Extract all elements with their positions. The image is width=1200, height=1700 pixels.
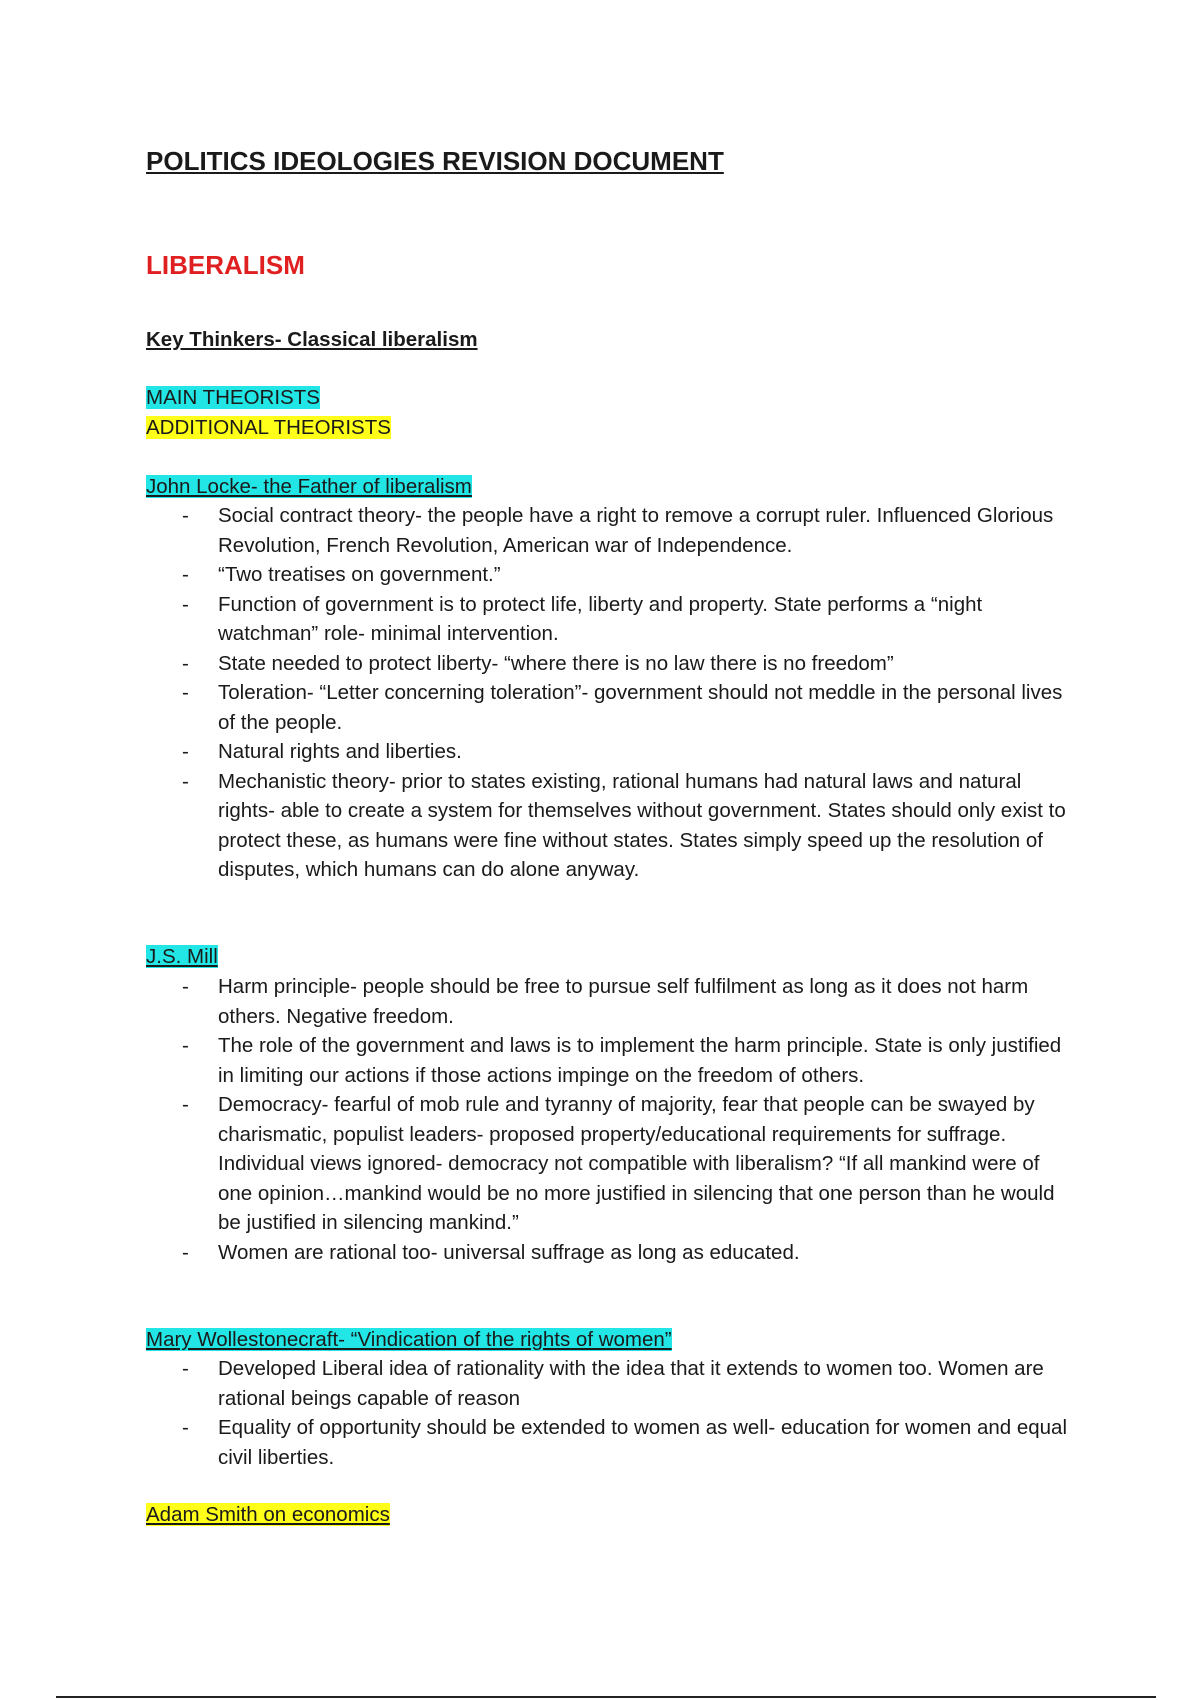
thinker-name: Mary Wollestonecraft- “Vindication of the rights of women” xyxy=(146,1328,672,1351)
legend-additional-theorists xyxy=(146,416,391,440)
list-item xyxy=(146,649,1076,679)
list-item-text: Toleration- “Letter concerning toleration”- government should not meddle in the personal lives of the people. xyxy=(218,681,1063,734)
list-item-text: Developed Liberal idea of rationality with the idea that it extends to women too. Women are rational beings capable of reason xyxy=(218,1357,1044,1410)
bullet-dash: - xyxy=(182,1240,189,1264)
list-item xyxy=(146,1413,1076,1472)
bullet-dash: - xyxy=(182,740,189,763)
thinker-heading-mill xyxy=(146,945,218,969)
bullet-dash: - xyxy=(182,769,189,793)
bullet-dash: - xyxy=(182,1357,189,1380)
list-item xyxy=(146,678,1076,737)
list-item xyxy=(146,1031,1076,1090)
list-item-text: Mechanistic theory- prior to states existing, rational humans had natural laws and natural rights- able to create a system for themselves without government. States should only exist to protect these, as humans were fine without states. States simply speed up the resolution of disputes, which humans can do alone anyway. xyxy=(218,769,1066,881)
bullet-dash: - xyxy=(182,592,189,616)
list-item-text: Social contract theory- the people have a right to remove a corrupt ruler. Influenced Glorious Revolution, French Revolution, American war of Independence. xyxy=(218,504,1054,557)
legend-additional-label: ADDITIONAL THEORISTS xyxy=(146,416,391,439)
list-item-text: Natural rights and liberties. xyxy=(218,740,462,763)
legend-main-theorists xyxy=(146,386,320,410)
bullet-dash: - xyxy=(182,975,189,998)
page-bottom-divider xyxy=(56,1696,1156,1698)
list-item xyxy=(146,972,1076,1031)
list-item xyxy=(146,1238,1076,1268)
locke-points-list xyxy=(146,501,1076,885)
section-title-liberalism: LIBERALISM xyxy=(146,250,305,280)
key-thinkers-subheading: Key Thinkers- Classical liberalism xyxy=(146,328,478,351)
bullet-dash: - xyxy=(182,651,189,675)
bullet-dash: - xyxy=(182,563,189,586)
thinker-heading-smith xyxy=(146,1503,390,1527)
thinker-name: J.S. Mill xyxy=(146,945,218,968)
legend-main-label: MAIN THEORISTS xyxy=(146,386,320,409)
document-title: POLITICS IDEOLOGIES REVISION DOCUMENT xyxy=(146,146,724,176)
bullet-dash: - xyxy=(182,1416,189,1439)
list-item-text: Women are rational too- universal suffrage as long as educated. xyxy=(218,1240,800,1264)
list-item xyxy=(146,560,1076,590)
wollestonecraft-points-list xyxy=(146,1354,1076,1472)
bullet-dash: - xyxy=(182,681,189,704)
list-item xyxy=(146,590,1076,649)
list-item-text: Democracy- fearful of mob rule and tyranny of majority, fear that people can be swayed by charismatic, populist leaders- proposed property/educational requirements for suffrage. Individual views ignored- democracy not compatible with liberalism? “If all mankind were of one opinion…mankind would be no more justified in silencing that one person than he would be justified in silencing mankind.” xyxy=(218,1093,1055,1234)
list-item-text: Function of government is to protect life, liberty and property. State performs a “night watchman” role- minimal intervention. xyxy=(218,592,983,645)
list-item-text: “Two treatises on government.” xyxy=(218,563,501,586)
list-item-text: Equality of opportunity should be extended to women as well- education for women and equal civil liberties. xyxy=(218,1416,1068,1469)
bullet-dash: - xyxy=(182,504,189,527)
list-item xyxy=(146,737,1076,767)
list-item xyxy=(146,1090,1076,1238)
list-item-text: The role of the government and laws is to implement the harm principle. State is only justified in limiting our actions if those actions impinge on the freedom of others. xyxy=(218,1034,1062,1087)
mill-points-list xyxy=(146,972,1076,1267)
thinker-heading-locke xyxy=(146,475,472,499)
list-item-text: Harm principle- people should be free to pursue self fulfilment as long as it does not harm others. Negative freedom. xyxy=(218,975,1029,1028)
list-item xyxy=(146,767,1076,885)
list-item xyxy=(146,1354,1076,1413)
thinker-name: John Locke- the Father of liberalism xyxy=(146,475,472,498)
thinker-heading-wollestonecraft xyxy=(146,1328,672,1352)
thinker-name: Adam Smith on economics xyxy=(146,1503,390,1526)
bullet-dash: - xyxy=(182,1034,189,1057)
bullet-dash: - xyxy=(182,1093,189,1116)
list-item-text: State needed to protect liberty- “where there is no law there is no freedom” xyxy=(218,651,894,675)
list-item xyxy=(146,501,1076,560)
